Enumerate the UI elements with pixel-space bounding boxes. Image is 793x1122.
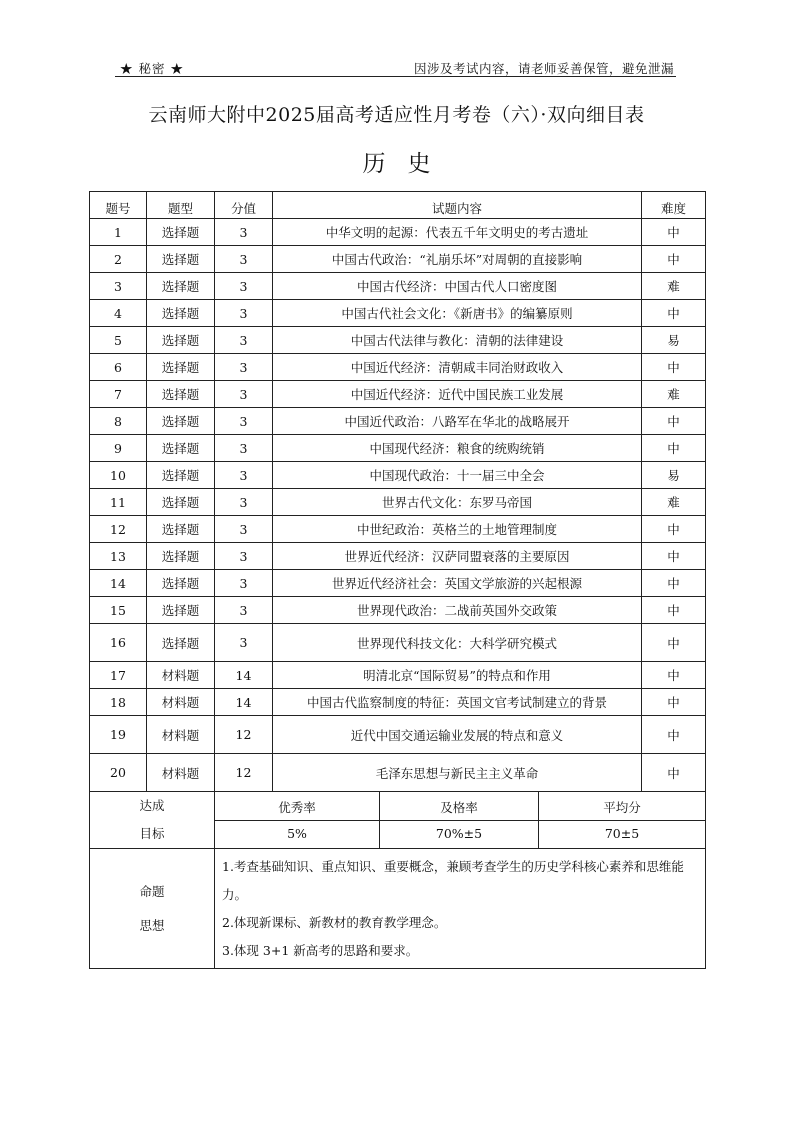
question-type: 选择题 [147, 543, 215, 570]
question-content: 中国古代监察制度的特征：英国文官考试制建立的背景 [273, 689, 642, 716]
col-header-number: 题号 [90, 192, 147, 219]
table-row [90, 516, 706, 543]
goal-header-row [90, 792, 706, 821]
idea-label-line1: 命题 [139, 883, 165, 899]
question-score: 3 [215, 381, 273, 408]
excellent-rate-label [215, 792, 706, 821]
question-difficulty: 中 [642, 662, 706, 689]
confidential-mark: ★ 秘密 ★ [120, 61, 184, 76]
question-type: 选择题 [147, 516, 215, 543]
question-number: 1 [90, 219, 147, 246]
col-header-content: 试题内容 [273, 192, 642, 219]
average-score-value: 70±5 [604, 825, 640, 841]
question-content: 世界古代文化：东罗马帝国 [273, 489, 642, 516]
question-content: 中国古代社会文化：《新唐书》的编纂原则 [273, 300, 642, 327]
question-difficulty: 中 [642, 597, 706, 624]
question-content: 世界近代经济社会：英国文学旅游的兴起根源 [273, 570, 642, 597]
question-score: 3 [215, 219, 273, 246]
table-row [90, 570, 706, 597]
question-difficulty: 中 [642, 543, 706, 570]
excellent-rate-value: 5% [215, 821, 380, 849]
question-type: 选择题 [147, 327, 215, 354]
question-difficulty: 中 [642, 516, 706, 543]
question-number: 13 [90, 543, 147, 570]
question-content: 近代中国交通运输业发展的特点和意义 [273, 716, 642, 754]
question-score: 3 [215, 597, 273, 624]
question-number: 12 [90, 516, 147, 543]
question-difficulty: 中 [642, 219, 706, 246]
table-row [90, 662, 706, 689]
question-type: 选择题 [147, 246, 215, 273]
col-header-type: 题型 [147, 192, 215, 219]
question-type: 选择题 [147, 570, 215, 597]
question-number: 3 [90, 273, 147, 300]
question-type: 选择题 [147, 408, 215, 435]
question-difficulty: 中 [642, 300, 706, 327]
question-number: 2 [90, 246, 147, 273]
goal-label-line1: 达成 [139, 798, 165, 813]
question-content: 中国近代政治：八路军在华北的战略展开 [273, 408, 642, 435]
question-score: 3 [215, 489, 273, 516]
question-number: 18 [90, 689, 147, 716]
question-number: 11 [90, 489, 147, 516]
question-content: 中世纪政治：英格兰的土地管理制度 [273, 516, 642, 543]
table-row [90, 435, 706, 462]
question-content: 中国古代经济：中国古代人口密度图 [273, 273, 642, 300]
document-title: 云南师大附中2025届高考适应性月考卷（六）·双向细目表 [148, 104, 645, 126]
question-type: 选择题 [147, 300, 215, 327]
idea-point-3: 3.体现 3+1 新高考的思路和要求。 [222, 943, 419, 958]
question-difficulty: 难 [642, 273, 706, 300]
table-row [90, 462, 706, 489]
confidential-header [115, 58, 676, 77]
table-row [90, 381, 706, 408]
question-type: 材料题 [147, 662, 215, 689]
question-type: 选择题 [147, 354, 215, 381]
question-score: 3 [215, 570, 273, 597]
question-number: 17 [90, 662, 147, 689]
question-content: 中国近代经济：清朝咸丰同治财政收入 [273, 354, 642, 381]
specification-table [89, 191, 706, 969]
question-type: 选择题 [147, 273, 215, 300]
table-header-row [90, 192, 706, 219]
question-number: 15 [90, 597, 147, 624]
table-row [90, 624, 706, 662]
question-type: 材料题 [147, 689, 215, 716]
question-type: 材料题 [147, 754, 215, 792]
question-number: 20 [90, 754, 147, 792]
question-score: 3 [215, 462, 273, 489]
question-content: 明清北京“国际贸易”的特点和作用 [273, 662, 642, 689]
question-content: 中国现代经济：粮食的统购统销 [273, 435, 642, 462]
excellent-rate-head: 优秀率 [215, 792, 380, 820]
question-number: 16 [90, 624, 147, 662]
average-score-head: 平均分 [603, 800, 641, 815]
idea-point-2: 2.体现新课标、新教材的教育教学理念。 [222, 915, 447, 930]
question-score: 12 [215, 754, 273, 792]
table-row [90, 754, 706, 792]
question-type: 选择题 [147, 219, 215, 246]
table-row [90, 716, 706, 754]
question-difficulty: 中 [642, 435, 706, 462]
question-content: 毛泽东思想与新民主主义革命 [273, 754, 642, 792]
question-number: 19 [90, 716, 147, 754]
question-content: 世界近代经济：汉萨同盟衰落的主要原因 [273, 543, 642, 570]
table-row [90, 543, 706, 570]
question-content: 中国现代政治：十一届三中全会 [273, 462, 642, 489]
question-number: 5 [90, 327, 147, 354]
question-number: 10 [90, 462, 147, 489]
question-score: 3 [215, 624, 273, 662]
question-type: 选择题 [147, 489, 215, 516]
question-type: 选择题 [147, 381, 215, 408]
question-content: 中国近代经济：近代中国民族工业发展 [273, 381, 642, 408]
question-difficulty: 中 [642, 716, 706, 754]
idea-body [215, 849, 706, 969]
question-number: 6 [90, 354, 147, 381]
question-difficulty: 中 [642, 246, 706, 273]
question-difficulty: 中 [642, 354, 706, 381]
table-row [90, 219, 706, 246]
idea-point-1: 1.考查基础知识、重点知识、重要概念，兼顾考查学生的历史学科核心素养和思维能力。 [222, 859, 684, 902]
goal-label [90, 792, 215, 849]
question-difficulty: 中 [642, 754, 706, 792]
question-score: 3 [215, 408, 273, 435]
question-difficulty: 易 [642, 462, 706, 489]
confidential-notice: 因涉及考试内容，请老师妥善保管，避免泄漏 [413, 61, 674, 76]
question-score: 14 [215, 662, 273, 689]
question-rows [90, 219, 706, 792]
goal-values [215, 820, 706, 849]
idea-row [90, 849, 706, 969]
question-score: 3 [215, 354, 273, 381]
table-row [90, 597, 706, 624]
goal-label-line2: 目标 [139, 826, 165, 841]
col-header-score: 分值 [215, 192, 273, 219]
question-type: 材料题 [147, 716, 215, 754]
question-type: 选择题 [147, 624, 215, 662]
question-content: 中国古代法律与教化：清朝的法律建设 [273, 327, 642, 354]
question-difficulty: 中 [642, 570, 706, 597]
question-difficulty: 中 [642, 624, 706, 662]
question-difficulty: 中 [642, 408, 706, 435]
question-content: 中华文明的起源：代表五千年文明史的考古遗址 [273, 219, 642, 246]
question-score: 3 [215, 300, 273, 327]
table-row [90, 489, 706, 516]
question-type: 选择题 [147, 597, 215, 624]
question-type: 选择题 [147, 462, 215, 489]
table-row [90, 300, 706, 327]
question-number: 9 [90, 435, 147, 462]
question-score: 3 [215, 516, 273, 543]
question-number: 4 [90, 300, 147, 327]
question-score: 14 [215, 689, 273, 716]
table-row [90, 273, 706, 300]
question-content: 世界现代政治：二战前英国外交政策 [273, 597, 642, 624]
question-number: 8 [90, 408, 147, 435]
idea-label-line2: 思想 [139, 917, 165, 933]
idea-label [90, 849, 215, 969]
pass-rate-value: 70%±5 [380, 821, 539, 849]
question-score: 12 [215, 716, 273, 754]
pass-rate-head: 及格率 [380, 792, 539, 820]
question-score: 3 [215, 273, 273, 300]
question-difficulty: 难 [642, 381, 706, 408]
col-header-difficulty: 难度 [642, 192, 706, 219]
question-difficulty: 难 [642, 489, 706, 516]
table-row [90, 354, 706, 381]
table-row [90, 327, 706, 354]
question-number: 14 [90, 570, 147, 597]
table-row [90, 408, 706, 435]
question-score: 3 [215, 543, 273, 570]
question-type: 选择题 [147, 435, 215, 462]
question-content: 世界现代科技文化：大科学研究模式 [273, 624, 642, 662]
question-difficulty: 中 [642, 689, 706, 716]
question-number: 7 [90, 381, 147, 408]
question-score: 3 [215, 435, 273, 462]
table-row [90, 689, 706, 716]
question-content: 中国古代政治：“礼崩乐坏”对周朝的直接影响 [273, 246, 642, 273]
question-score: 3 [215, 327, 273, 354]
subject-title: 历史 [362, 151, 453, 177]
question-difficulty: 易 [642, 327, 706, 354]
question-score: 3 [215, 246, 273, 273]
table-row [90, 246, 706, 273]
